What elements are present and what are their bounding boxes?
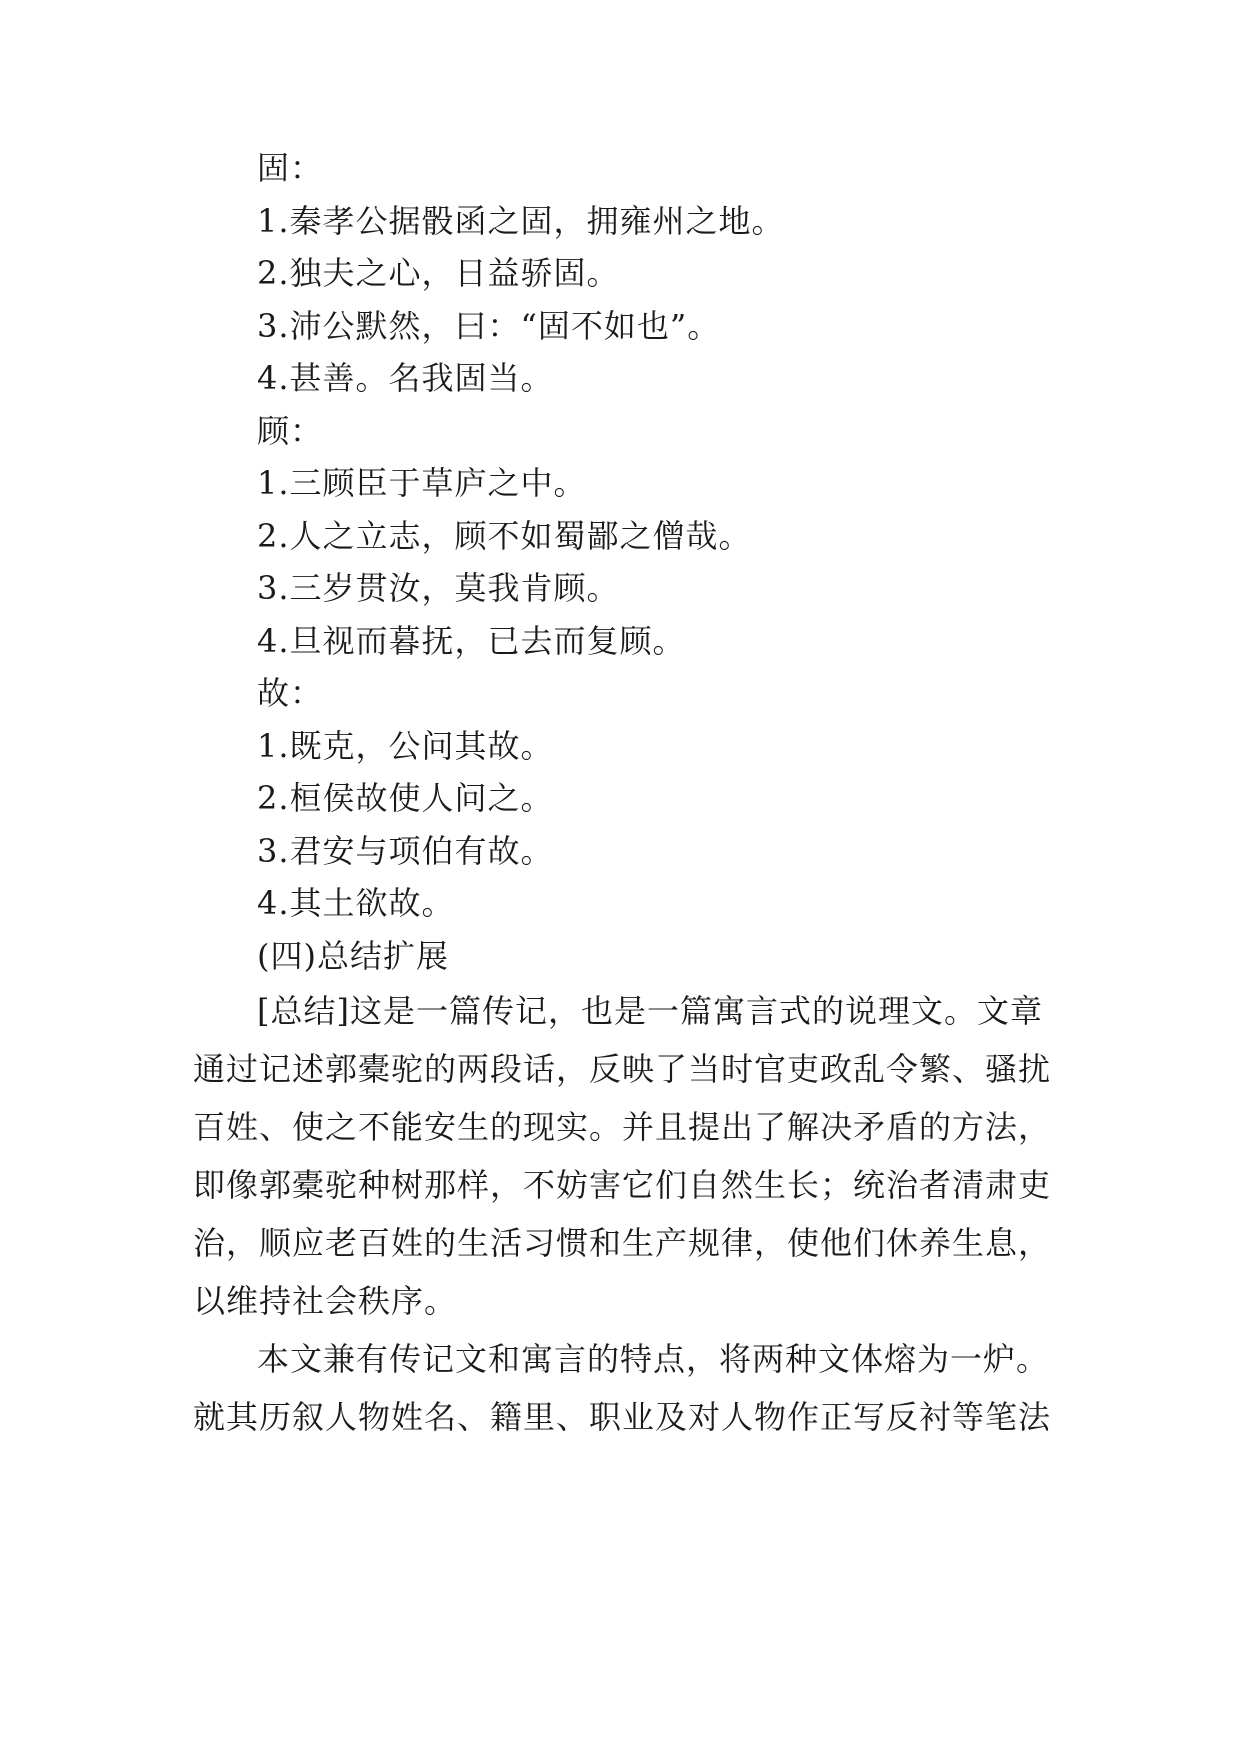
paragraph-line: 以维持社会秩序。: [193, 1282, 458, 1320]
section-heading-gu2: 顾：: [257, 412, 324, 450]
paragraph-line: 治，顺应老百姓的生活习惯和生产规律，使他们休养生息，: [193, 1224, 1052, 1262]
paragraph-line: 通过记述郭橐驼的两段话，反映了当时官吏政乱令繁、骚扰: [193, 1050, 1052, 1088]
list-item: 3.君安与项伯有故。: [257, 832, 554, 870]
summary-heading: (四)总结扩展: [257, 937, 449, 975]
list-item: 2.人之立志，顾不如蜀鄙之僧哉。: [257, 517, 752, 555]
paragraph-line: 就其历叙人物姓名、籍里、职业及对人物作正写反衬等笔法: [193, 1398, 1052, 1436]
summary-paragraph: [193, 982, 1073, 1330]
list-item: 3.三岁贯汝，莫我肯顾。: [257, 569, 620, 607]
paragraph-line: 本文兼有传记文和寓言的特点，将两种文体熔为一炉。: [257, 1340, 1050, 1378]
list-item: 4.其土欲故。: [257, 884, 455, 922]
list-item: 1.既克，公问其故。: [257, 727, 554, 765]
analysis-paragraph: [193, 1330, 1073, 1446]
list-item: 1.三顾臣于草庐之中。: [257, 464, 587, 502]
list-item: 2.独夫之心，日益骄固。: [257, 254, 620, 292]
list-item: 2.桓侯故使人问之。: [257, 779, 554, 817]
paragraph-line: 百姓、使之不能安生的现实。并且提出了解决矛盾的方法，: [193, 1108, 1052, 1146]
list-item: 4.甚善。名我固当。: [257, 359, 554, 397]
list-item: 4.旦视而暮抚，已去而复顾。: [257, 622, 686, 660]
section-heading-gu3: 故：: [257, 674, 324, 712]
paragraph-line: 即像郭橐驼种树那样，不妨害它们自然生长；统治者清肃吏: [193, 1166, 1052, 1204]
paragraph-line: [总结]这是一篇传记，也是一篇寓言式的说理文。文章: [257, 992, 1043, 1030]
section-heading-gu1: 固：: [257, 149, 324, 187]
list-item: 3.沛公默然，曰：“固不如也”。: [257, 307, 721, 345]
list-item: 1.秦孝公据骰函之固，拥雍州之地。: [257, 202, 785, 240]
